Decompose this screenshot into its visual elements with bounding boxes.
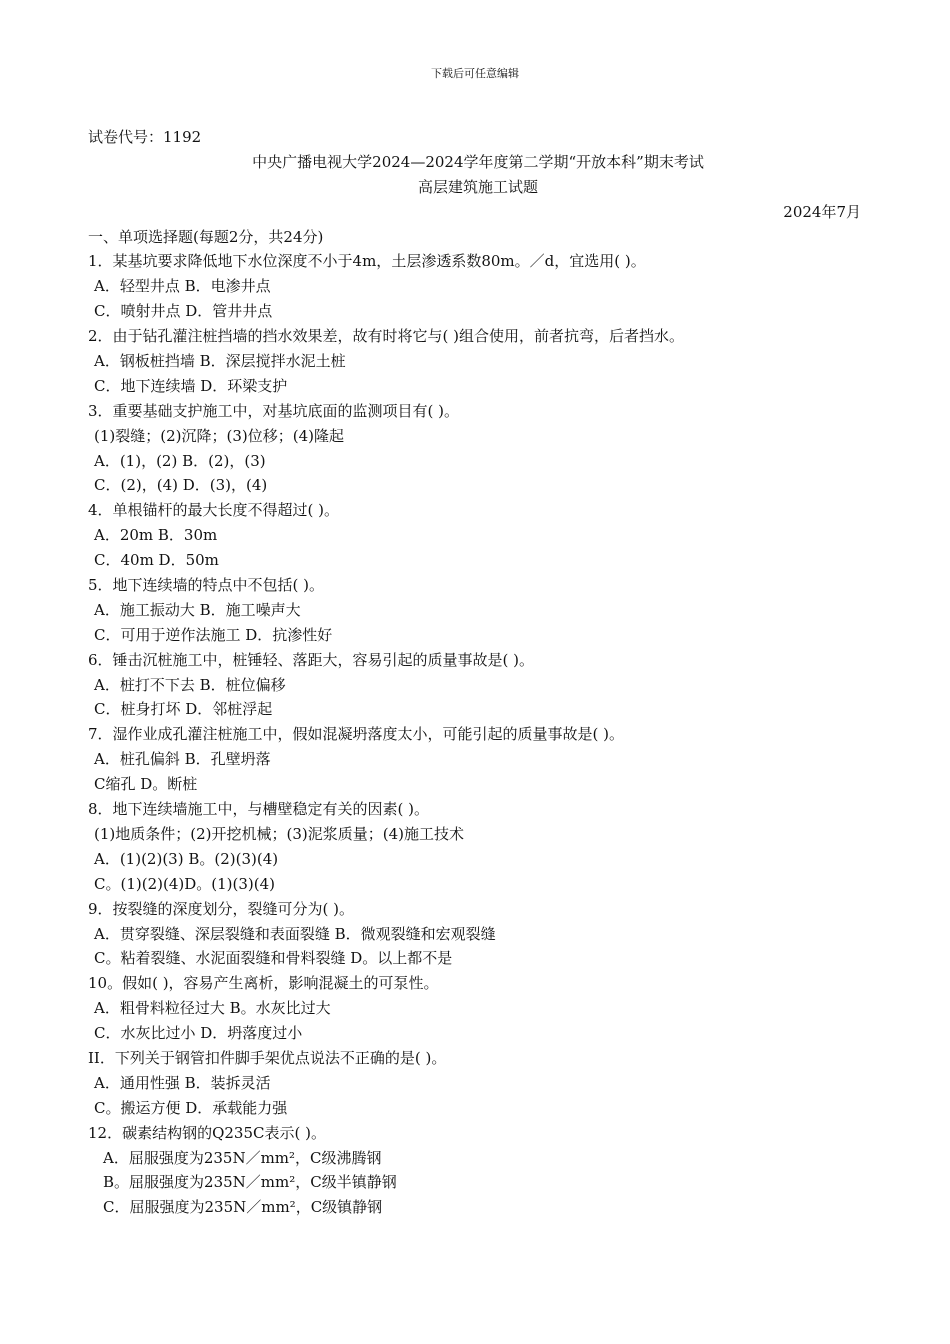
question-option: A．桩孔偏斜 B．孔壁坍落 xyxy=(94,750,271,769)
question-option: A．通用性强 B．装拆灵活 xyxy=(94,1073,271,1092)
question-option: A．贯穿裂缝、深层裂缝和表面裂缝 B．微观裂缝和宏观裂缝 xyxy=(94,924,496,943)
question-sub: (1)裂缝；(2)沉降；(3)位移；(4)隆起 xyxy=(94,426,344,445)
question-stem: II．下列关于钢管扣件脚手架优点说法不正确的是( )。 xyxy=(88,1048,447,1067)
question-option: C．水灰比过小 D．坍落度过小 xyxy=(94,1024,303,1043)
question-stem: 5．地下连续墙的特点中不包括( )。 xyxy=(88,576,325,595)
question-stem: 6．锤击沉桩施工中，桩锤轻、落距大，容易引起的质量事故是( )。 xyxy=(88,650,535,669)
question-option: C．地下连续墙 D．环梁支护 xyxy=(94,376,288,395)
question-option: C．屈服强度为235N／mm²，C级镇静钢 xyxy=(103,1198,383,1217)
exam-subtitle: 高层建筑施工试题 xyxy=(417,177,538,196)
question-stem: 1．某基坑要求降低地下水位深度不小于4m，土层渗透系数80m。／d，宜选用( )。 xyxy=(88,252,646,271)
question-option: A．(1)(2)(3) B。(2)(3)(4) xyxy=(94,849,279,868)
question-option: A．屈服强度为235N／mm²，C级沸腾钢 xyxy=(103,1148,382,1167)
question-option: C．40m D．50m xyxy=(94,551,219,570)
question-stem: 12．碳素结构钢的Q235C表示( )。 xyxy=(88,1123,326,1142)
question-option: C缩孔 D。断桩 xyxy=(94,775,198,794)
question-stem: 8．地下连续墙施工中，与槽壁稳定有关的因素( )。 xyxy=(88,800,430,819)
question-option: A．(1)，(2) B．(2)，(3) xyxy=(94,451,266,470)
question-option: A．钢板桩挡墙 B．深层搅拌水泥土桩 xyxy=(94,352,346,371)
question-sub: (1)地质条件；(2)开挖机械；(3)泥浆质量；(4)施工技术 xyxy=(94,824,464,843)
exam-code: 试卷代号：1192 xyxy=(88,128,202,146)
question-option: C．喷射井点 D．管井井点 xyxy=(94,302,273,321)
question-option: A．粗骨料粒径过大 B。水灰比过大 xyxy=(94,999,331,1018)
question-stem: 2．由于钻孔灌注桩挡墙的挡水效果差，故有时将它与( )组合使用，前者抗弯，后者挡水。 xyxy=(88,327,685,346)
question-stem: 7．湿作业成孔灌注桩施工中，假如混凝坍落度太小，可能引起的质量事故是( )。 xyxy=(88,725,625,744)
question-stem: 9．按裂缝的深度划分，裂缝可分为( )。 xyxy=(88,899,355,918)
question-option: A．桩打不下去 B．桩位偏移 xyxy=(94,675,286,694)
question-option: A．施工振动大 B．施工噪声大 xyxy=(94,600,301,619)
question-option: A．20m B．30m xyxy=(94,526,218,545)
question-option: B。屈服强度为235N／mm²，C级半镇静钢 xyxy=(103,1173,397,1192)
question-stem: 3．重要基础支护施工中，对基坑底面的监测项目有( )。 xyxy=(88,401,460,420)
exam-content xyxy=(88,125,868,1220)
exam-date: 2024年7月 xyxy=(783,202,861,221)
question-option: C。粘着裂缝、水泥面裂缝和骨料裂缝 D。以上都不是 xyxy=(94,949,453,968)
question-stem: 4．单根锚杆的最大长度不得超过( )。 xyxy=(88,501,340,520)
question-option: C．桩身打坏 D．邻桩浮起 xyxy=(94,700,273,719)
question-option: C．(2)，(4) D．(3)，(4) xyxy=(94,476,268,495)
question-option: C。(1)(2)(4)D。(1)(3)(4) xyxy=(94,874,275,893)
question-option: C．可用于逆作法施工 D．抗渗性好 xyxy=(94,625,333,644)
question-option: C。搬运方便 D．承载能力强 xyxy=(94,1098,288,1117)
question-stem: 10。假如( )，容易产生离析，影响混凝土的可泵性。 xyxy=(88,974,439,993)
exam-title: 中央广播电视大学2024—2024学年度第二学期“开放本科”期末考试 xyxy=(252,152,704,171)
section-title: 一、单项选择题(每题2分，共24分) xyxy=(88,227,324,246)
header-note: 下载后可任意编辑 xyxy=(431,67,519,80)
question-option: A．轻型井点 B．电渗井点 xyxy=(94,277,271,296)
